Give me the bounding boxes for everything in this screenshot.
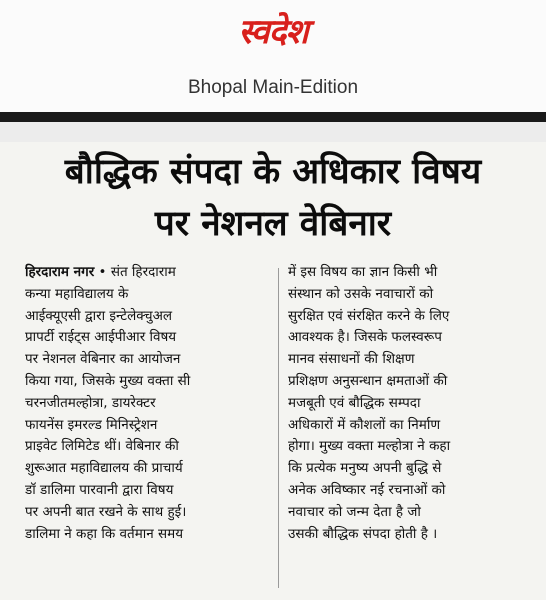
body-line: प्राइवेट लिमिटेड थीं। वेबिनार की [25, 438, 179, 455]
dateline: हिरदाराम नगर [25, 264, 95, 280]
newspaper-logo: स्वदेश [238, 12, 308, 52]
body-line: पर नेशनल वेबिनार का आयोजन [25, 351, 181, 368]
body-line: आईक्यूएसी द्वारा इन्टेलेक्चुअल [25, 307, 173, 324]
body-line: किया गया, जिसके मुख्य वक्ता सी [25, 372, 191, 389]
body-line: डॉ डालिमा पारवानी द्वारा विषय [25, 481, 174, 498]
scan-border [0, 112, 546, 122]
edition-label: Bhopal Main-Edition [187, 77, 359, 98]
body-line: प्रशिक्षण अनुसन्धान क्षमताओं की [288, 372, 448, 389]
body-line: मानव संसाधनों की शिक्षण [288, 351, 415, 368]
body-line: कन्या महाविद्यालय के [25, 285, 129, 302]
body-line: सुरक्षित एवं संरक्षित करने के लिए [288, 307, 450, 324]
body-line: होगा। मुख्य वक्ता मल्होत्रा ने कहा [288, 438, 451, 455]
body-line: हिरदाराम नगर • संत हिरदाराम [25, 264, 176, 280]
body-line: नवाचार को जन्म देता है जो [288, 503, 421, 520]
body-line: उसकी बौद्धिक संपदा होती है । [288, 525, 438, 542]
body-line: संस्थान को उसके नवाचारों को [288, 285, 434, 302]
body-line: में इस विषय का ज्ञान किसी भी [288, 264, 438, 280]
body-line: मजबूती एवं बौद्धिक सम्पदा [288, 394, 421, 411]
article-headline [0, 146, 546, 250]
article-column-right [288, 262, 526, 545]
body-line: डालिमा ने कहा कि वर्तमान समय [25, 525, 184, 542]
body-line: शुरूआत महाविद्यालय की प्राचार्य [25, 460, 183, 477]
body-text: संत हिरदाराम [110, 264, 176, 280]
body-line: चरनजीतमल्होत्रा, डायरेक्टर [25, 394, 156, 411]
headline-line: पर नेशनल वेबिनार [154, 204, 392, 244]
headline-line: बौद्धिक संपदा के अधिकार विषय [64, 152, 482, 192]
article-column-left [25, 262, 271, 545]
body-line: पर अपनी बात रखने के साथ हुई। [25, 503, 187, 520]
body-line: कि प्रत्येक मनुष्य अपनी बुद्धि से [288, 460, 442, 477]
body-line: अनेक अविष्कार नई रचनाओं को [288, 481, 446, 498]
body-line: अधिकारों में कौशलों का निर्माण [288, 416, 441, 433]
masthead [0, 0, 546, 112]
scan-strip [0, 122, 546, 142]
body-line: प्रापर्टी राईट्स आईपीआर विषय [25, 329, 177, 346]
body-line: फायनेंस इमरल्ड मिनिस्ट्रेशन [25, 416, 158, 433]
body-line: आवश्यक है। जिसके फलस्वरूप [288, 329, 442, 346]
column-divider [278, 268, 279, 588]
